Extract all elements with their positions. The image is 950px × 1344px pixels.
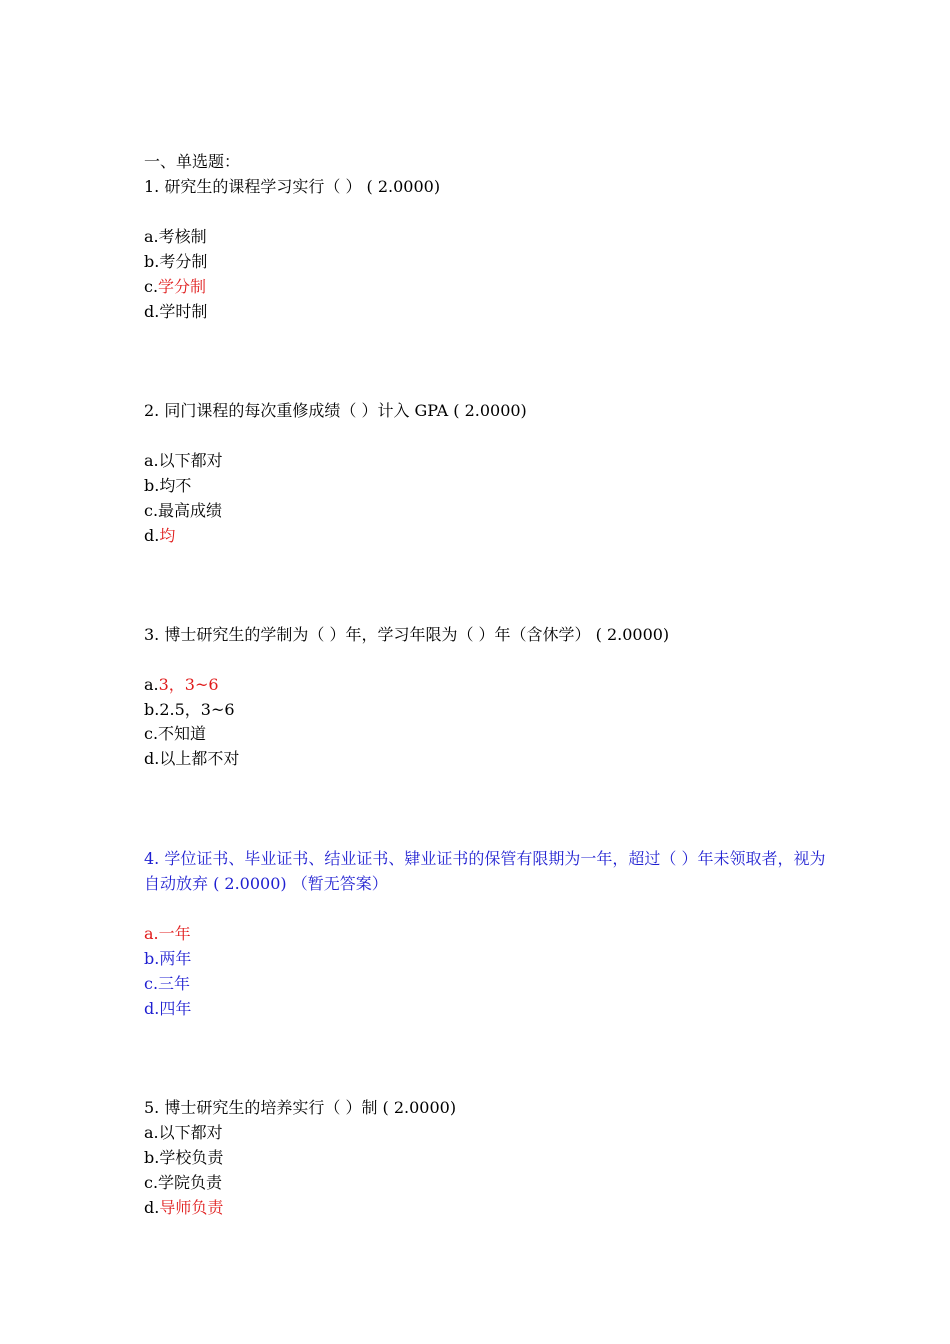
option-prefix: b. bbox=[144, 949, 160, 968]
section-title: 一、单选题： bbox=[144, 152, 241, 171]
question-4-option-c bbox=[144, 971, 190, 996]
question-2-option-d bbox=[144, 523, 175, 548]
option-prefix: d. bbox=[144, 999, 160, 1018]
option-text: 以上都不对 bbox=[159, 749, 240, 768]
option-prefix: d. bbox=[144, 302, 160, 321]
option-text: 四年 bbox=[159, 999, 192, 1018]
option-text: 学校负责 bbox=[159, 1148, 224, 1167]
option-prefix: c. bbox=[144, 724, 159, 743]
option-text: 学时制 bbox=[159, 302, 208, 321]
option-prefix: b. bbox=[144, 252, 160, 271]
question-3-option-d bbox=[144, 746, 239, 771]
option-text: 2.5，3~6 bbox=[159, 700, 235, 719]
option-text: 考核制 bbox=[158, 227, 207, 246]
question-2-option-a bbox=[144, 448, 223, 473]
correct-answer-text: 学分制 bbox=[158, 277, 207, 296]
option-prefix: c. bbox=[144, 501, 159, 520]
option-prefix: d. bbox=[144, 1198, 160, 1217]
question-4-stem-line-2: 自动放弃 ( 2.0000) （暂无答案） bbox=[144, 874, 388, 893]
option-prefix: d. bbox=[144, 749, 160, 768]
option-prefix: a. bbox=[144, 1123, 159, 1142]
option-prefix: c. bbox=[144, 974, 159, 993]
correct-answer-text: 一年 bbox=[158, 924, 191, 943]
question-2-option-b bbox=[144, 473, 191, 498]
option-text: 以下都对 bbox=[158, 451, 223, 470]
option-text: 不知道 bbox=[158, 724, 207, 743]
question-4-option-d bbox=[144, 996, 191, 1021]
option-prefix: a. bbox=[144, 451, 159, 470]
question-5-option-d bbox=[144, 1195, 223, 1220]
question-3-option-b bbox=[144, 697, 235, 722]
question-4-option-b bbox=[144, 946, 191, 971]
correct-answer-text: 导师负责 bbox=[159, 1198, 224, 1217]
question-5-option-a bbox=[144, 1120, 223, 1145]
option-text: 均不 bbox=[159, 476, 192, 495]
question-3-option-a bbox=[144, 672, 219, 697]
question-2-option-c bbox=[144, 498, 222, 523]
option-prefix: a. bbox=[144, 924, 159, 943]
question-4-option-a bbox=[144, 921, 191, 946]
option-prefix: b. bbox=[144, 1148, 160, 1167]
option-prefix: b. bbox=[144, 700, 160, 719]
question-4-stem-line-1: 4. 学位证书、毕业证书、结业证书、肄业证书的保管有限期为一年，超过（ ）年未领取者，视为 bbox=[144, 849, 826, 868]
option-prefix: c. bbox=[144, 277, 159, 296]
option-text: 最高成绩 bbox=[158, 501, 223, 520]
question-5-option-b bbox=[144, 1145, 223, 1170]
question-2-stem: 2. 同门课程的每次重修成绩（ ）计入 GPA ( 2.0000) bbox=[144, 401, 527, 420]
question-5-option-c bbox=[144, 1170, 222, 1195]
option-text: 学院负责 bbox=[158, 1173, 223, 1192]
option-prefix: a. bbox=[144, 675, 159, 694]
option-text: 考分制 bbox=[159, 252, 208, 271]
question-1-option-c bbox=[144, 274, 206, 299]
question-3-stem: 3. 博士研究生的学制为（ ）年，学习年限为（ ）年（含休学） ( 2.0000) bbox=[144, 625, 670, 644]
question-1-option-b bbox=[144, 249, 207, 274]
option-text: 三年 bbox=[158, 974, 191, 993]
correct-answer-text: 3，3~6 bbox=[158, 675, 219, 694]
question-3-option-c bbox=[144, 721, 206, 746]
correct-answer-text: 均 bbox=[159, 526, 176, 545]
question-5-stem: 5. 博士研究生的培养实行（ ）制 ( 2.0000) bbox=[144, 1098, 457, 1117]
option-text: 两年 bbox=[159, 949, 192, 968]
option-prefix: d. bbox=[144, 526, 160, 545]
option-prefix: c. bbox=[144, 1173, 159, 1192]
option-prefix: b. bbox=[144, 476, 160, 495]
question-1-option-d bbox=[144, 299, 207, 324]
question-1-option-a bbox=[144, 224, 207, 249]
question-1-stem: 1. 研究生的课程学习实行（ ） ( 2.0000) bbox=[144, 177, 441, 196]
option-text: 以下都对 bbox=[158, 1123, 223, 1142]
option-prefix: a. bbox=[144, 227, 159, 246]
